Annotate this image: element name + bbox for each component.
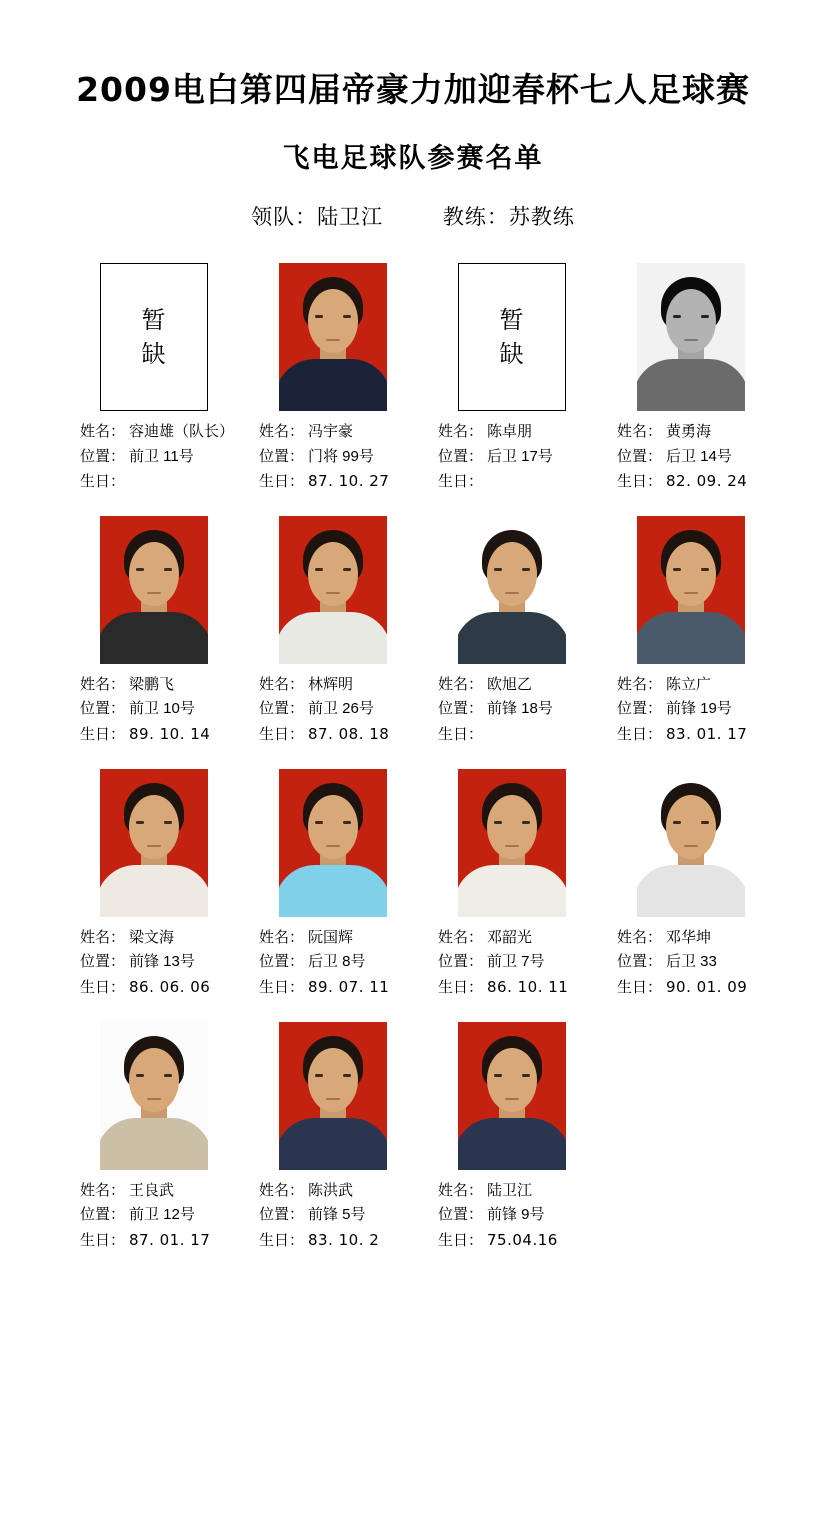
player-position-line: [259, 1203, 379, 1227]
photo-torso: [458, 612, 566, 664]
photo-eye-right: [164, 1074, 172, 1077]
player-photo: [458, 1022, 566, 1170]
player-position-label: 位置：: [617, 700, 663, 718]
player-position: 前锋 9号: [487, 1206, 545, 1224]
photo-eye-right: [701, 568, 709, 571]
player-position-line: [438, 697, 553, 721]
player-card: [603, 767, 778, 1000]
player-birthday-label: 生日：: [438, 472, 484, 490]
player-photo-wrap: [424, 261, 599, 411]
player-card: [66, 767, 241, 1000]
photo-eye-right: [343, 315, 351, 318]
team-leader: [251, 201, 383, 231]
player-photo: [279, 516, 387, 664]
player-photo-wrap: [245, 514, 420, 664]
photo-mouth: [147, 592, 161, 594]
player-position-line: [438, 950, 568, 974]
player-card: [66, 1020, 241, 1253]
player-name-label: 姓名：: [617, 676, 663, 694]
player-birthday: 75.04.16: [487, 1230, 558, 1249]
placeholder-text-line1: 暂: [141, 305, 166, 334]
player-birthday-label: 生日：: [617, 472, 663, 490]
photo-face: [129, 1048, 179, 1112]
player-photo-wrap: [66, 514, 241, 664]
player-info: [424, 1179, 558, 1253]
player-position: 前卫 12号: [129, 1206, 195, 1224]
photo-torso: [279, 865, 387, 917]
player-card: [424, 261, 599, 494]
player-row: [66, 261, 786, 494]
player-photo: [279, 263, 387, 411]
player-photo: [637, 769, 745, 917]
player-info: [66, 1179, 210, 1253]
player-name-line: [259, 673, 389, 697]
player-position: 前锋 19号: [666, 700, 732, 718]
player-name: 阮国辉: [308, 929, 354, 947]
player-position-line: [259, 697, 389, 721]
placeholder-text-line2: 缺: [499, 340, 524, 369]
player-name: 陈立广: [666, 676, 712, 694]
player-photo: [637, 263, 745, 411]
player-position: 前卫 11号: [129, 447, 194, 465]
player-birthday-label: 生日：: [80, 1231, 126, 1249]
player-name-label: 姓名：: [438, 1181, 484, 1199]
player-birthday-line: [259, 975, 389, 1000]
player-name-label: 姓名：: [617, 929, 663, 947]
photo-eye-left: [315, 821, 323, 824]
player-name-label: 姓名：: [259, 423, 305, 441]
roster-page: [0, 72, 826, 1528]
player-photo-wrap: [245, 767, 420, 917]
photo-mouth: [326, 339, 340, 341]
photo-mouth: [684, 339, 698, 341]
player-position-line: [617, 697, 747, 721]
player-name: 王良武: [129, 1181, 175, 1199]
photo-eye-left: [494, 568, 502, 571]
player-row: [66, 767, 786, 1000]
player-position-line: [617, 950, 747, 974]
player-info: [424, 420, 553, 494]
player-photo-wrap: [603, 514, 778, 664]
player-name-line: [80, 420, 234, 444]
photo-eye-right: [701, 821, 709, 824]
player-birthday-line: [438, 1228, 558, 1253]
player-birthday: 83. 10. 2: [308, 1230, 380, 1249]
photo-mouth: [505, 845, 519, 847]
player-card: [245, 514, 420, 747]
photo-face: [308, 1048, 358, 1112]
player-position-label: 位置：: [259, 953, 305, 971]
photo-torso: [279, 1118, 387, 1170]
player-birthday: 86. 10. 11: [487, 977, 569, 996]
photo-eye-right: [164, 821, 172, 824]
team-coach-label: 教练：: [442, 206, 509, 230]
player-birthday-label: 生日：: [438, 978, 484, 996]
photo-torso: [100, 612, 208, 664]
player-card: [66, 261, 241, 494]
player-name: 容迪雄（队长）: [129, 423, 235, 441]
page-title: 2009电白第四届帝豪力加迎春杯七人足球赛: [76, 70, 750, 109]
player-info: [603, 926, 747, 1000]
player-name-line: [259, 1179, 379, 1203]
player-position-label: 位置：: [438, 700, 484, 718]
photo-eye-right: [164, 568, 172, 571]
player-row: [66, 1020, 786, 1253]
player-birthday-label: 生日：: [259, 725, 305, 743]
player-position-line: [80, 697, 210, 721]
photo-mouth: [147, 845, 161, 847]
player-photo-wrap: [66, 767, 241, 917]
photo-mouth: [684, 845, 698, 847]
player-name: 冯宇豪: [308, 423, 354, 441]
photo-torso: [100, 1118, 208, 1170]
player-birthday-label: 生日：: [259, 978, 305, 996]
player-name-label: 姓名：: [438, 676, 484, 694]
player-info: [245, 926, 389, 1000]
player-photo: [637, 516, 745, 664]
player-photo-wrap: [245, 261, 420, 411]
player-position: 前锋 13号: [129, 953, 195, 971]
player-birthday-line: [259, 469, 389, 494]
player-photo: [100, 1022, 208, 1170]
photo-eye-left: [136, 568, 144, 571]
player-name-line: [80, 926, 210, 950]
photo-eye-left: [136, 1074, 144, 1077]
player-position-line: [80, 1203, 210, 1227]
photo-torso: [279, 612, 387, 664]
player-photo: [100, 516, 208, 664]
player-photo-wrap: [424, 1020, 599, 1170]
player-position-label: 位置：: [259, 447, 305, 465]
photo-face: [666, 795, 716, 859]
player-birthday-line: [438, 975, 568, 1000]
photo-face: [487, 542, 537, 606]
player-info: [424, 926, 568, 1000]
player-position: 前锋 18号: [487, 700, 553, 718]
player-name: 黄勇海: [666, 423, 712, 441]
photo-eye-left: [673, 568, 681, 571]
player-card: [66, 514, 241, 747]
placeholder-text-line1: 暂: [499, 305, 524, 334]
player-position-line: [617, 445, 747, 469]
player-birthday: 86. 06. 06: [129, 977, 211, 996]
player-position-label: 位置：: [80, 700, 126, 718]
photo-torso: [458, 865, 566, 917]
player-birthday: 87. 01. 17: [129, 1230, 211, 1249]
player-position: 前卫 10号: [129, 700, 195, 718]
player-name-line: [617, 420, 747, 444]
player-birthday-line: [617, 975, 747, 1000]
player-position-line: [438, 1203, 558, 1227]
player-position-label: 位置：: [80, 1206, 126, 1224]
player-position-line: [259, 950, 389, 974]
team-coach-name: 苏教练: [508, 206, 575, 230]
player-name: 梁鹏飞: [129, 676, 175, 694]
player-photo-wrap: [66, 1020, 241, 1170]
player-position: 后卫 17号: [487, 447, 553, 465]
photo-eye-left: [315, 1074, 323, 1077]
player-birthday-label: 生日：: [617, 725, 663, 743]
team-coach: [443, 201, 575, 231]
player-position: 前卫 7号: [487, 953, 545, 971]
player-card: [603, 261, 778, 494]
player-birthday: 83. 01. 17: [666, 724, 748, 743]
photo-eye-right: [522, 821, 530, 824]
player-birthday-label: 生日：: [80, 472, 126, 490]
photo-face: [666, 542, 716, 606]
player-info: [66, 420, 234, 494]
player-name-line: [259, 420, 389, 444]
photo-torso: [458, 1118, 566, 1170]
photo-eye-left: [315, 568, 323, 571]
player-card: [603, 514, 778, 747]
player-birthday-label: 生日：: [617, 978, 663, 996]
photo-face: [308, 542, 358, 606]
photo-face: [666, 289, 716, 353]
player-birthday: 87. 08. 18: [308, 724, 390, 743]
player-name-line: [438, 420, 553, 444]
photo-mouth: [147, 1098, 161, 1100]
player-birthday-label: 生日：: [259, 1231, 305, 1249]
player-info: [603, 673, 747, 747]
player-photo-wrap: [245, 1020, 420, 1170]
photo-eye-left: [494, 821, 502, 824]
player-photo-wrap: [424, 514, 599, 664]
player-name-line: [438, 673, 553, 697]
player-info: [245, 1179, 379, 1253]
player-name: 陆卫江: [487, 1181, 533, 1199]
player-name-line: [617, 926, 747, 950]
player-name-label: 姓名：: [80, 423, 126, 441]
photo-mouth: [684, 592, 698, 594]
player-birthday-label: 生日：: [438, 725, 484, 743]
player-card: [424, 767, 599, 1000]
player-info: [603, 420, 747, 494]
photo-mouth: [505, 592, 519, 594]
player-photo: [279, 769, 387, 917]
photo-face: [129, 542, 179, 606]
player-position-line: [259, 445, 389, 469]
player-position: 后卫 8号: [308, 953, 366, 971]
player-name-label: 姓名：: [259, 929, 305, 947]
player-photo-wrap: [603, 261, 778, 411]
player-card: [245, 767, 420, 1000]
player-info: [424, 673, 553, 747]
player-photo: [100, 769, 208, 917]
placeholder-text-line2: 缺: [141, 340, 166, 369]
photo-face: [308, 289, 358, 353]
player-position-label: 位置：: [438, 447, 484, 465]
photo-mouth: [326, 845, 340, 847]
player-birthday-line: [80, 1228, 210, 1253]
player-birthday-line: [438, 469, 553, 494]
player-birthday-label: 生日：: [259, 472, 305, 490]
player-position: 后卫 33: [666, 953, 717, 971]
player-birthday-line: [80, 722, 210, 747]
player-position: 前锋 5号: [308, 1206, 366, 1224]
player-grid: [0, 261, 826, 1253]
player-birthday: 82. 09. 24: [666, 471, 748, 490]
player-position-label: 位置：: [259, 1206, 305, 1224]
player-position-label: 位置：: [259, 700, 305, 718]
player-name: 陈卓朋: [487, 423, 533, 441]
player-row: [66, 514, 786, 747]
player-photo-placeholder: [100, 263, 208, 411]
player-photo: [458, 769, 566, 917]
photo-mouth: [326, 1098, 340, 1100]
player-name-label: 姓名：: [438, 423, 484, 441]
photo-eye-left: [673, 821, 681, 824]
team-leader-label: 领队：: [251, 206, 318, 230]
photo-face: [308, 795, 358, 859]
player-birthday-line: [80, 469, 234, 494]
player-birthday: 89. 07. 11: [308, 977, 390, 996]
player-name-label: 姓名：: [80, 929, 126, 947]
player-info: [245, 673, 389, 747]
photo-eye-left: [136, 821, 144, 824]
player-name: 林辉明: [308, 676, 354, 694]
player-name-line: [80, 1179, 210, 1203]
player-name-label: 姓名：: [259, 1181, 305, 1199]
player-name: 邓华坤: [666, 929, 712, 947]
player-birthday: 90. 01. 09: [666, 977, 748, 996]
player-birthday-line: [617, 722, 747, 747]
player-birthday-label: 生日：: [438, 1231, 484, 1249]
photo-mouth: [326, 592, 340, 594]
photo-torso: [100, 865, 208, 917]
player-birthday-line: [438, 722, 553, 747]
player-birthday: 89. 10. 14: [129, 724, 211, 743]
player-photo-wrap: [66, 261, 241, 411]
player-name-label: 姓名：: [259, 676, 305, 694]
team-leader-name: 陆卫江: [317, 206, 384, 230]
page-subtitle: 飞电足球队参赛名单: [282, 143, 544, 175]
staff-row: [0, 201, 826, 231]
player-name-line: [438, 926, 568, 950]
player-name-line: [80, 673, 210, 697]
player-name-label: 姓名：: [617, 423, 663, 441]
player-birthday: 87. 10. 27: [308, 471, 390, 490]
player-birthday-label: 生日：: [80, 725, 126, 743]
player-card: [424, 1020, 599, 1253]
player-birthday-line: [259, 722, 389, 747]
player-card: [245, 1020, 420, 1253]
photo-eye-right: [343, 568, 351, 571]
player-position-line: [438, 445, 553, 469]
player-position-line: [80, 950, 210, 974]
player-name: 邓韶光: [487, 929, 533, 947]
photo-eye-right: [522, 568, 530, 571]
player-position-label: 位置：: [80, 447, 126, 465]
player-position: 后卫 14号: [666, 447, 732, 465]
player-position-label: 位置：: [438, 1206, 484, 1224]
photo-eye-right: [701, 315, 709, 318]
photo-eye-right: [343, 1074, 351, 1077]
player-name-label: 姓名：: [80, 676, 126, 694]
player-photo: [279, 1022, 387, 1170]
photo-eye-right: [522, 1074, 530, 1077]
player-position: 门将 99号: [308, 447, 374, 465]
photo-face: [487, 795, 537, 859]
photo-torso: [637, 865, 745, 917]
player-name-line: [617, 673, 747, 697]
photo-torso: [637, 359, 745, 411]
photo-eye-left: [494, 1074, 502, 1077]
photo-torso: [637, 612, 745, 664]
player-name: 梁文海: [129, 929, 175, 947]
player-name-line: [438, 1179, 558, 1203]
player-info: [245, 420, 389, 494]
player-card: [424, 514, 599, 747]
player-photo-placeholder: [458, 263, 566, 411]
player-photo-wrap: [603, 767, 778, 917]
player-name: 欧旭乙: [487, 676, 533, 694]
photo-face: [487, 1048, 537, 1112]
player-birthday-line: [259, 1228, 379, 1253]
player-birthday-label: 生日：: [80, 978, 126, 996]
photo-face: [129, 795, 179, 859]
photo-eye-left: [315, 315, 323, 318]
player-position-label: 位置：: [617, 447, 663, 465]
player-position-label: 位置：: [438, 953, 484, 971]
player-birthday-line: [80, 975, 210, 1000]
photo-eye-right: [343, 821, 351, 824]
player-name-line: [259, 926, 389, 950]
player-position-label: 位置：: [80, 953, 126, 971]
player-name: 陈洪武: [308, 1181, 354, 1199]
player-photo-wrap: [424, 767, 599, 917]
photo-torso: [279, 359, 387, 411]
photo-mouth: [505, 1098, 519, 1100]
player-name-label: 姓名：: [80, 1181, 126, 1199]
player-card: [245, 261, 420, 494]
player-position-line: [80, 445, 234, 469]
player-birthday-line: [617, 469, 747, 494]
player-position-label: 位置：: [617, 953, 663, 971]
player-photo: [458, 516, 566, 664]
player-name-label: 姓名：: [438, 929, 484, 947]
player-info: [66, 926, 210, 1000]
photo-eye-left: [673, 315, 681, 318]
player-position: 前卫 26号: [308, 700, 374, 718]
player-info: [66, 673, 210, 747]
